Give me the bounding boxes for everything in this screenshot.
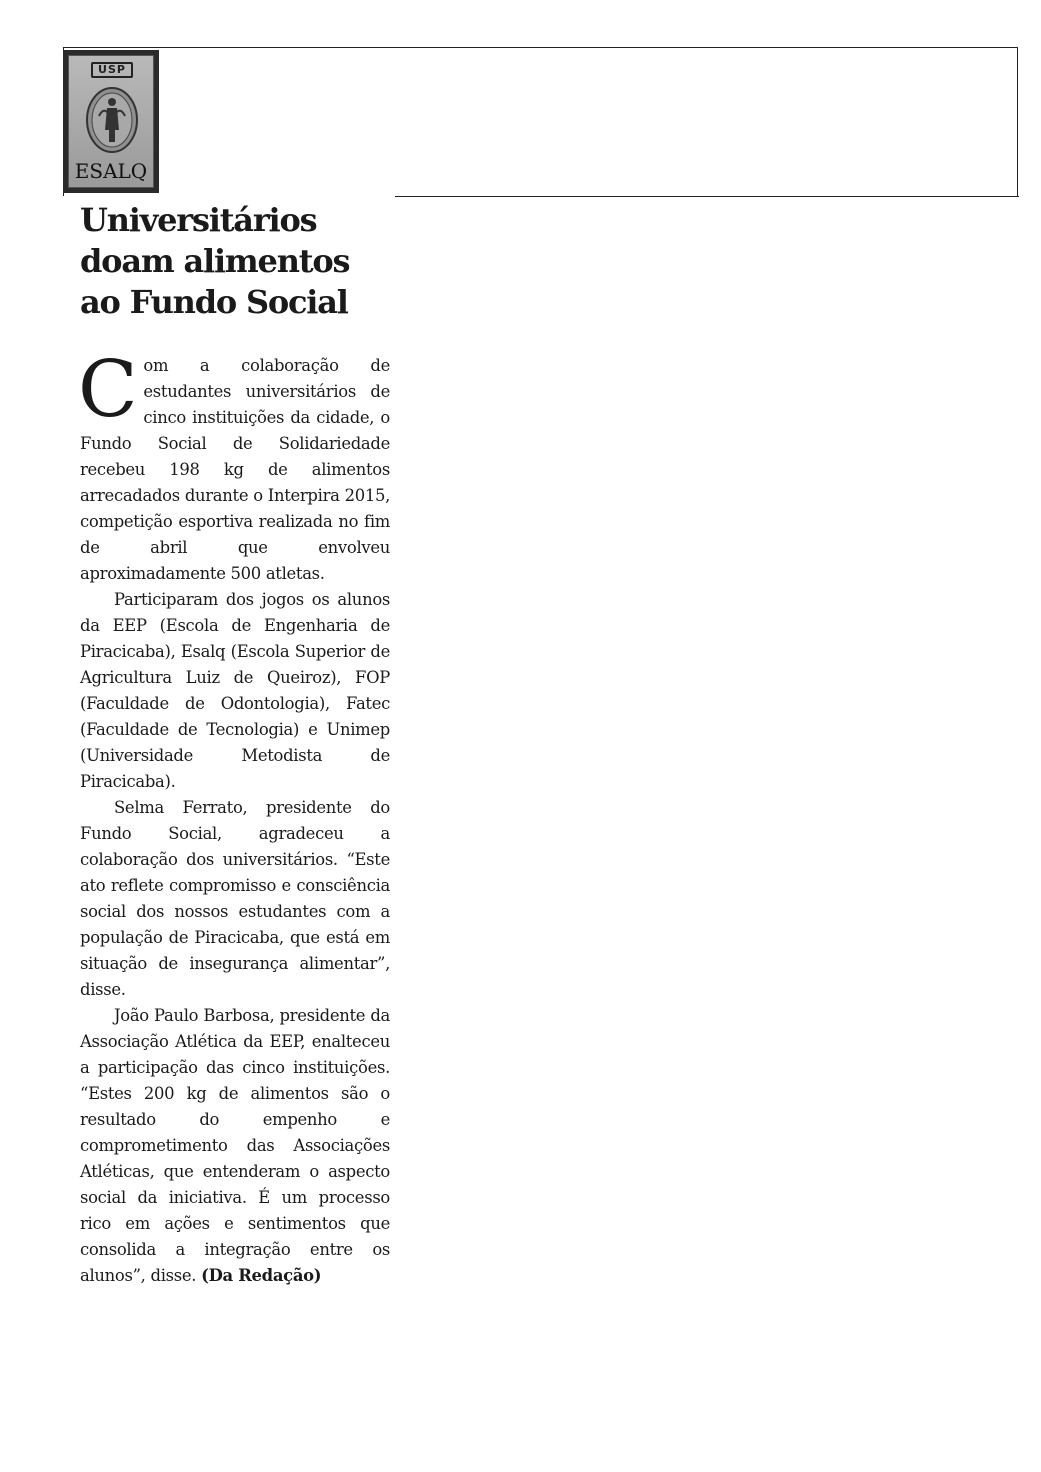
seal-icon: [85, 86, 139, 154]
paragraph: Participaram dos jogos os alunos da EEP (Escola de Engenharia de Piracicaba), Esalq (Escola Superior de Agricultura Luiz de Queiroz), FOP (Faculdade de Odontologia), Fatec (Faculdade de Tecnologia) e Unimep (Universidade Metodista de Piracicaba).: [80, 590, 390, 791]
headline: [80, 200, 390, 323]
article: [80, 200, 390, 1289]
dropcap: C: [78, 345, 138, 435]
headline-line: ao Fundo Social: [80, 283, 348, 321]
headline-line: doam alimentos: [80, 242, 350, 280]
esalq-logo: [63, 50, 159, 193]
paragraph: [80, 1003, 390, 1289]
article-body: [78, 345, 390, 1289]
esalq-logo-text: ESALQ: [74, 159, 148, 183]
byline-credit: (Da Redação): [201, 1266, 322, 1285]
usp-logo-text: USP: [91, 62, 133, 78]
paragraph-text: om a colaboração de estudantes universitários de cinco instituições da cidade, o Fundo Social de Solidariedade recebeu 198 kg de alimentos arrecadados durante o Interpira 2015, competição esportiva realizada no fim de abril que envolveu aproximadamente 500 atletas.: [80, 356, 390, 583]
headline-line: Universitários: [80, 201, 317, 239]
header-frame: [63, 47, 1018, 196]
paragraph: [78, 345, 390, 587]
paragraph: Selma Ferrato, presidente do Fundo Social, agradeceu a colaboração dos universitários. “Este ato reflete compromisso e consciência social dos nossos estudantes com a população de Piracicaba, que está em situação de insegurança alimentar”, disse.: [80, 798, 390, 999]
header-divider: [395, 196, 1019, 197]
paragraph-text: João Paulo Barbosa, presidente da Associação Atlética da EEP, enalteceu a participação das cinco instituições. “Estes 200 kg de alimentos são o resultado do empenho e comprometimento das Associações Atléticas, que entenderam o aspecto social da iniciativa. É um processo rico em ações e sentimentos que consolida a integração entre os alunos”, disse.: [80, 1006, 390, 1285]
